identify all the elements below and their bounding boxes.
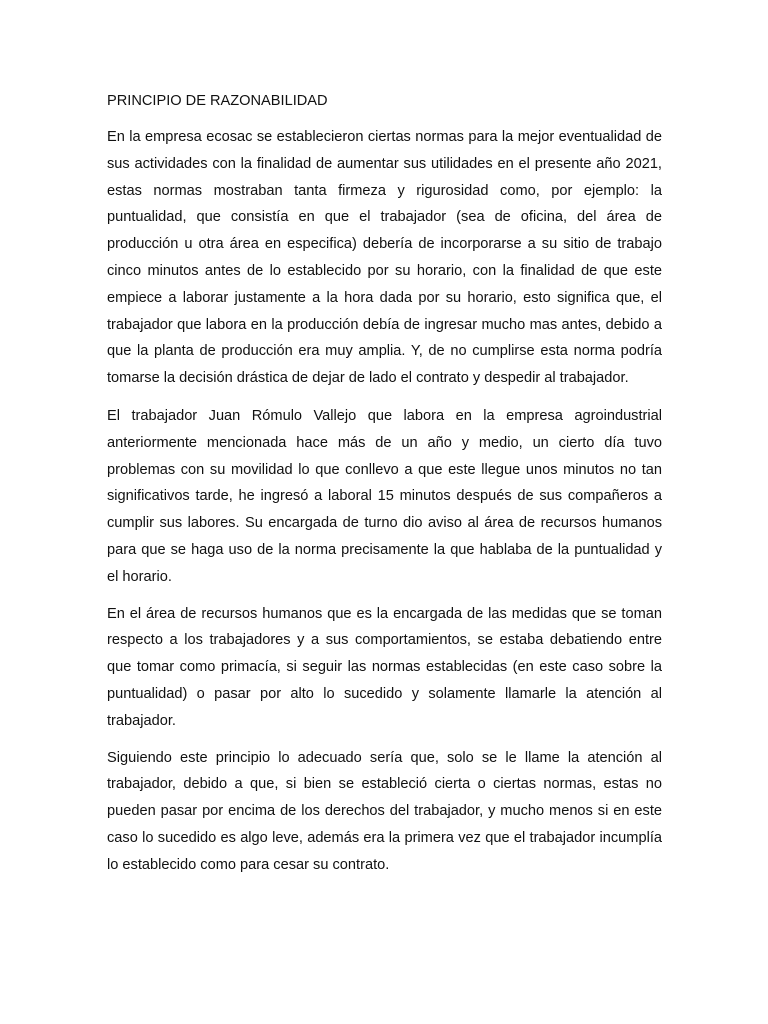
- document-page: [107, 90, 662, 889]
- document-title: PRINCIPIO DE RAZONABILIDAD: [107, 93, 328, 109]
- paragraph-2: El trabajador Juan Rómulo Vallejo que labora en la empresa agroindustrial anteriormente mencionada hace más de un año y medio, un cierto día tuvo problemas con su movilidad lo que conllevo a que este llegue unos minutos no tan significativos tarde, he ingresó a laboral 15 minutos después de sus compañeros a cumplir sus labores. Su encargada de turno dio aviso al área de recursos humanos para que se haga uso de la norma precisamente la que hablaba de la puntualidad y el horario.: [107, 407, 662, 585]
- paragraph-1: En la empresa ecosac se establecieron ciertas normas para la mejor eventualidad de sus actividades con la finalidad de aumentar sus utilidades en el presente año 2021, estas normas mostraban tanta firmeza y rigurosidad como, por ejemplo: la puntualidad, que consistía en que el trabajador (sea de oficina, del área de producción u otra área en especifica) debería de incorporarse a su sitio de trabajo cinco minutos antes de lo establecido por su horario, con la finalidad de que este empiece a laborar justamente a la hora dada por su horario, esto significa que, el trabajador que labora en la producción debía de ingresar mucho mas antes, debido a que la planta de producción era muy amplia. Y, de no cumplirse esta norma podría tomarse la decisión drástica de dejar de lado el contrato y despedir al trabajador.: [107, 129, 662, 387]
- paragraph-4: Siguiendo este principio lo adecuado sería que, solo se le llame la atención al trabajador, debido a que, si bien se estableció cierta o ciertas normas, estas no pueden pasar por encima de los derechos del trabajador, y mucho menos si en este caso lo sucedido es algo leve, además era la primera vez que el trabajador incumplía lo establecido como para cesar su contrato.: [107, 749, 662, 873]
- paragraph-3: En el área de recursos humanos que es la encargada de las medidas que se toman respecto a los trabajadores y a sus comportamientos, se estaba debatiendo entre que tomar como primacía, si seguir las normas establecidas (en este caso sobre la puntualidad) o pasar por alto lo sucedido y solamente llamarle la atención al trabajador.: [107, 605, 662, 729]
